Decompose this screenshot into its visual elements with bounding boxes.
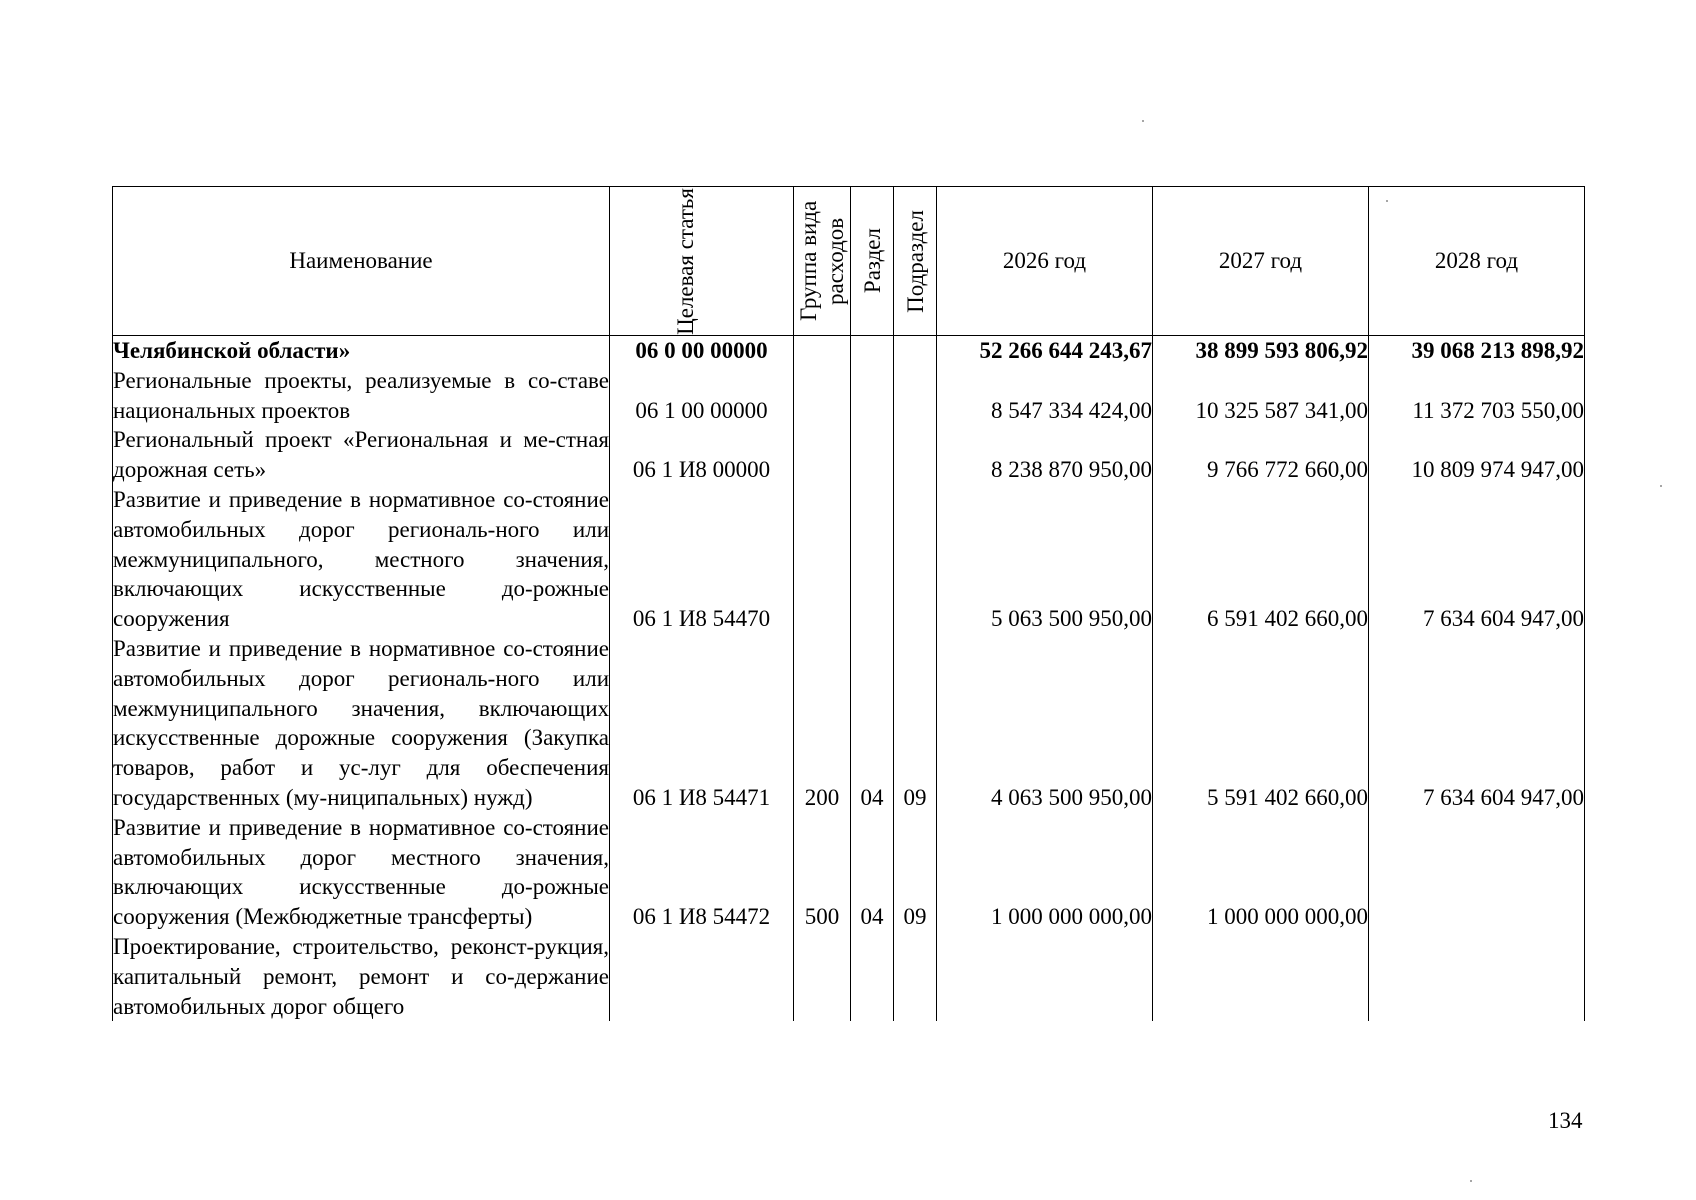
header-subsection <box>894 187 937 336</box>
row-expense-group: 500 <box>794 813 851 932</box>
row-subsection: 09 <box>894 813 937 932</box>
row-amount-2027: 5 591 402 660,00 <box>1153 634 1369 813</box>
row-name: Развитие и приведение в нормативное со-стояние автомобильных дорог местного значения, включающих искусственные до-рожные сооружения (Межбюджетные трансферты) <box>113 813 610 932</box>
row-amount-2027: 10 325 587 341,00 <box>1153 366 1369 426</box>
row-expense-group: 200 <box>794 634 851 813</box>
row-target-article: 06 1 И8 54472 <box>610 813 794 932</box>
row-amount-2028: 39 068 213 898,92 <box>1369 336 1585 366</box>
row-amount-2026: 4 063 500 950,00 <box>937 634 1153 813</box>
page-number: 134 <box>1548 1108 1583 1133</box>
row-target-article: 06 1 И8 54471 <box>610 634 794 813</box>
row-section: 04 <box>851 813 894 932</box>
header-target-article-label: Целевая статья <box>672 187 698 335</box>
row-section <box>851 336 894 366</box>
row-amount-2028: 11 372 703 550,00 <box>1369 366 1585 426</box>
header-section-label: Раздел <box>859 228 885 294</box>
row-name: Развитие и приведение в нормативное со-стояние автомобильных дорог региональ-ного или межмуниципального значения, включающих искусственные дорожные сооружения (Закупка товаров, работ и ус-луг для обеспечения государственных (му-ниципальных) нужд) <box>113 634 610 813</box>
row-amount-2026: 5 063 500 950,00 <box>937 485 1153 634</box>
header-year-2027: 2027 год <box>1153 187 1369 336</box>
row-expense-group <box>794 485 851 634</box>
table-row <box>113 485 1585 634</box>
row-subsection <box>894 485 937 634</box>
header-year-2026: 2026 год <box>937 187 1153 336</box>
row-section <box>851 485 894 634</box>
table-row <box>113 932 1585 1021</box>
header-target-article <box>610 187 794 336</box>
row-amount-2027: 9 766 772 660,00 <box>1153 425 1369 485</box>
row-amount-2027: 38 899 593 806,92 <box>1153 336 1369 366</box>
scan-speck <box>1470 1180 1472 1182</box>
row-subsection <box>894 366 937 426</box>
row-expense-group <box>794 425 851 485</box>
row-target-article: 06 0 00 00000 <box>610 336 794 366</box>
row-amount-2027: 6 591 402 660,00 <box>1153 485 1369 634</box>
row-section <box>851 366 894 426</box>
header-expense-group <box>794 187 851 336</box>
header-expense-group-label: Группа вида расходов <box>796 200 848 322</box>
table-header <box>113 187 1585 336</box>
header-year-2028: 2028 год <box>1369 187 1585 336</box>
row-expense-group <box>794 366 851 426</box>
row-amount-2028: 10 809 974 947,00 <box>1369 425 1585 485</box>
row-section <box>851 932 894 1021</box>
table-row <box>113 366 1585 426</box>
row-amount-2026 <box>937 932 1153 1021</box>
row-expense-group <box>794 336 851 366</box>
row-amount-2028: 7 634 604 947,00 <box>1369 485 1585 634</box>
header-section <box>851 187 894 336</box>
row-name: Региональный проект «Региональная и ме-стная дорожная сеть» <box>113 425 610 485</box>
table-row <box>113 425 1585 485</box>
scan-speck <box>1660 485 1662 487</box>
row-expense-group <box>794 932 851 1021</box>
budget-table <box>112 186 1585 1021</box>
row-target-article <box>610 932 794 1021</box>
row-target-article: 06 1 И8 54470 <box>610 485 794 634</box>
row-section <box>851 425 894 485</box>
table-row <box>113 813 1585 932</box>
row-amount-2028: 7 634 604 947,00 <box>1369 634 1585 813</box>
row-amount-2026: 8 547 334 424,00 <box>937 366 1153 426</box>
table-row <box>113 634 1585 813</box>
row-name: Развитие и приведение в нормативное со-стояние автомобильных дорог региональ-ного или межмуниципального, местного значения, включающих искусственные до-рожные сооружения <box>113 485 610 634</box>
row-subsection <box>894 336 937 366</box>
row-name: Проектирование, строительство, реконст-рукция, капитальный ремонт, ремонт и со-держание автомобильных дорог общего <box>113 932 610 1021</box>
row-subsection: 09 <box>894 634 937 813</box>
header-subsection-label: Подраздел <box>902 209 928 313</box>
row-subsection <box>894 932 937 1021</box>
row-name: Челябинской области» <box>113 336 610 366</box>
header-name: Наименование <box>113 187 610 336</box>
table-body <box>113 336 1585 1022</box>
table-row <box>113 336 1585 366</box>
scan-speck <box>1142 120 1144 122</box>
row-amount-2027 <box>1153 932 1369 1021</box>
row-subsection <box>894 425 937 485</box>
row-amount-2026: 8 238 870 950,00 <box>937 425 1153 485</box>
row-section: 04 <box>851 634 894 813</box>
row-amount-2026: 1 000 000 000,00 <box>937 813 1153 932</box>
row-amount-2027: 1 000 000 000,00 <box>1153 813 1369 932</box>
row-amount-2026: 52 266 644 243,67 <box>937 336 1153 366</box>
row-target-article: 06 1 И8 00000 <box>610 425 794 485</box>
row-name: Региональные проекты, реализуемые в со-ставе национальных проектов <box>113 366 610 426</box>
row-amount-2028 <box>1369 932 1585 1021</box>
row-amount-2028 <box>1369 813 1585 932</box>
row-target-article: 06 1 00 00000 <box>610 366 794 426</box>
scan-speck <box>1386 200 1388 202</box>
